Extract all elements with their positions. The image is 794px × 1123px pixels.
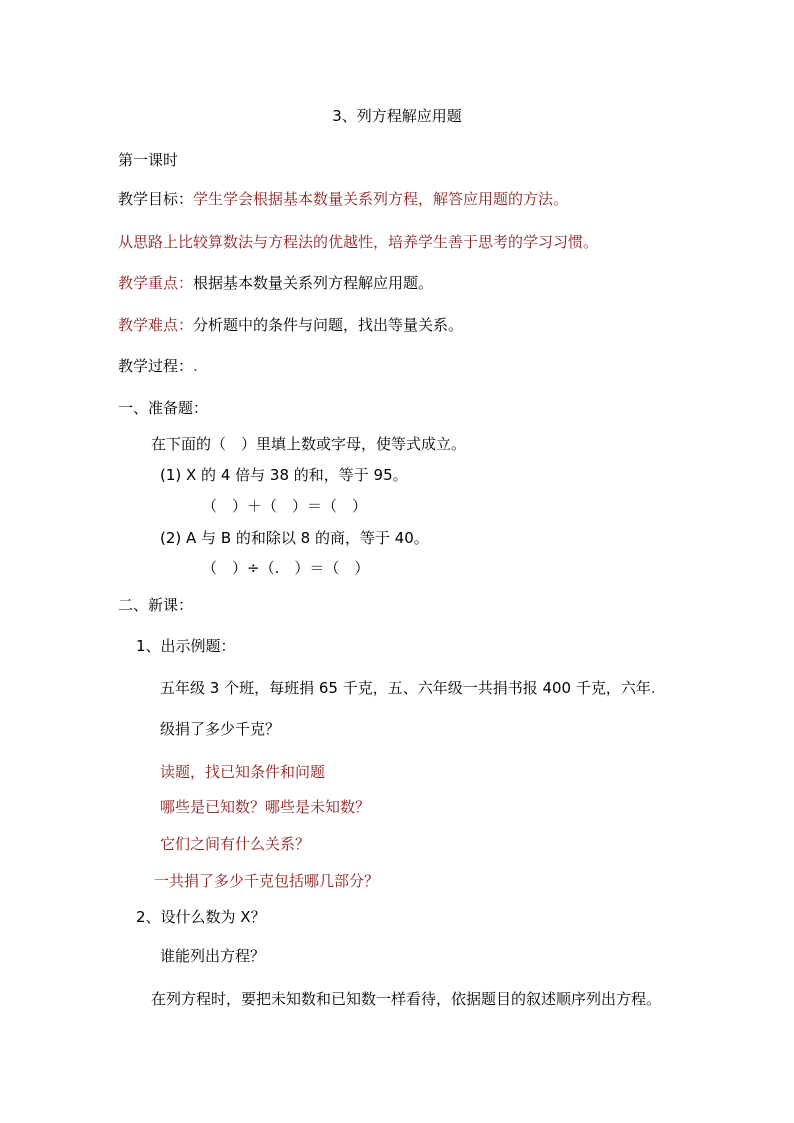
process-line (118, 356, 198, 376)
goal-text-2: 从思路上比较算数法与方程法的优越性，培养学生善于思考的学习习惯。 (118, 233, 599, 251)
difficulty-text: 分析题中的条件与问题，找出等量关系。 (193, 316, 464, 334)
goal-text: 学生学会根据基本数量关系列方程，解答应用题的方法。 (193, 190, 569, 208)
example-line-1 (160, 678, 656, 698)
key-label: 教学重点： (118, 274, 194, 292)
section-1-title: 一、准备题： (118, 399, 209, 417)
read-question: 读题，找已知条件和问题 (160, 763, 326, 781)
who-question: 谁能列出方程？ (160, 947, 266, 965)
subsection-2-title: 2、设什么数为 X？ (136, 908, 266, 926)
section-2-title: 二、新课： (118, 596, 194, 614)
known-question: 哪些是已知数？哪些是未知数？ (160, 798, 371, 816)
question-1-formula: （ ）＋（ ）＝（ ） (202, 497, 368, 515)
parts-question: 一共捐了多少千克包括哪几部分？ (154, 872, 380, 890)
lesson-label: 第一课时 (118, 151, 179, 169)
key-text: 根据基本数量关系列方程解应用题。 (193, 274, 434, 292)
example-text-1: 五年级 3 个班，每班捐 65 千克，五、六年级一共捐书报 400 千克，六年 (160, 679, 651, 697)
key-line (118, 273, 433, 293)
question-2-text: (2) A 与 B 的和除以 8 的商，等于 40。 (160, 529, 429, 547)
page-title: 3、列方程解应用题 (332, 107, 462, 125)
goal-label: 教学目标： (118, 190, 194, 208)
example-line-2: 级捐了多少千克？ (160, 720, 281, 738)
question-2-formula: （ ）÷（. ）＝（ ） (202, 559, 370, 577)
process-mark: . (193, 357, 198, 375)
process-label: 教学过程： (118, 357, 194, 375)
difficulty-line (118, 315, 463, 335)
subsection-1-title: 1、出示例题： (136, 637, 236, 655)
difficulty-label: 教学难点： (118, 316, 194, 334)
final-text: 在列方程时，要把未知数和已知数一样看待，依据题目的叙述顺序列出方程。 (151, 990, 662, 1008)
section-1-intro: 在下面的（ ）里填上数或字母，使等式成立。 (151, 435, 467, 453)
relation-question: 它们之间有什么关系？ (160, 835, 311, 853)
goal-line (118, 189, 568, 209)
question-1-text: (1) X 的 4 倍与 38 的和，等于 95。 (160, 466, 408, 484)
example-mark: . (650, 679, 656, 697)
